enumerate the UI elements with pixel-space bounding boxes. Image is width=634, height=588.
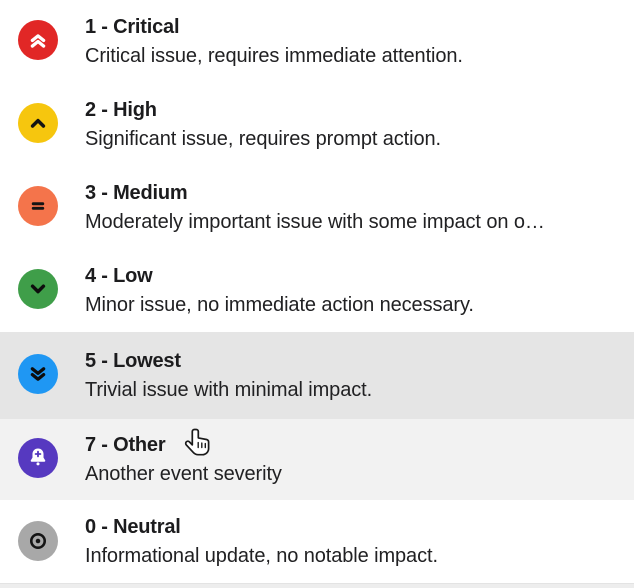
severity-option-low[interactable] — [0, 249, 634, 332]
severity-option-other[interactable] — [0, 419, 634, 500]
severity-title: 7 - Other — [85, 433, 166, 456]
other-bell-plus-icon — [18, 438, 58, 478]
severity-title: 1 - Critical — [85, 15, 180, 38]
severity-title: 3 - Medium — [85, 181, 188, 204]
severity-description: Moderately important issue with some impact on o… — [85, 210, 545, 233]
next-row-edge — [0, 583, 634, 588]
severity-title: 4 - Low — [85, 264, 153, 287]
severity-title: 2 - High — [85, 98, 157, 121]
severity-option-neutral[interactable] — [0, 500, 634, 584]
critical-double-chevron-up-icon — [18, 20, 58, 60]
severity-option-high[interactable] — [0, 83, 634, 166]
severity-option-critical[interactable] — [0, 0, 634, 83]
severity-option-medium[interactable] — [0, 166, 634, 249]
severity-description: Minor issue, no immediate action necessary. — [85, 293, 474, 316]
severity-description: Informational update, no notable impact. — [85, 545, 438, 567]
severity-description: Another event severity — [85, 462, 282, 485]
low-chevron-down-icon — [18, 269, 58, 309]
severity-description: Critical issue, requires immediate attention. — [85, 44, 463, 67]
severity-title: 5 - Lowest — [85, 349, 181, 372]
high-chevron-up-icon — [18, 103, 58, 143]
lowest-double-chevron-down-icon — [18, 354, 58, 394]
severity-title: 0 - Neutral — [85, 516, 181, 538]
severity-description: Significant issue, requires prompt action. — [85, 127, 441, 150]
neutral-target-icon — [18, 521, 58, 561]
severity-description: Trivial issue with minimal impact. — [85, 378, 373, 401]
medium-equals-icon — [18, 186, 58, 226]
severity-option-lowest[interactable] — [0, 332, 634, 419]
